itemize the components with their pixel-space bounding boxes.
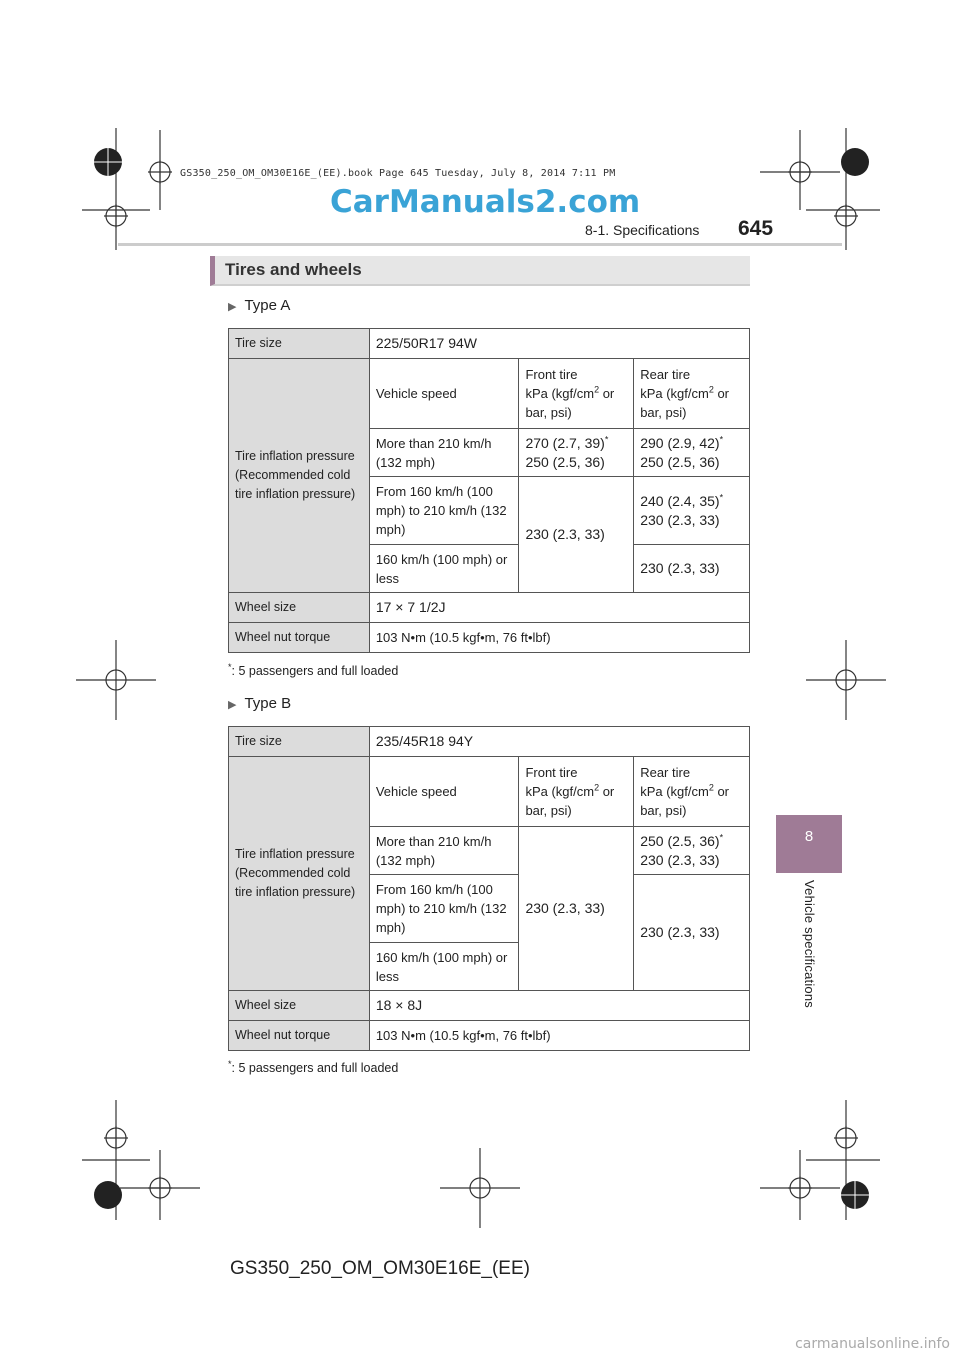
wheel-nut-torque-header: Wheel nut torque	[229, 1021, 370, 1051]
table-row	[229, 623, 750, 653]
type-b-rear-mid-low: 230 (2.3, 33)	[634, 875, 750, 991]
watermark-top[interactable]: CarManuals2.com	[330, 184, 641, 220]
type-b-label	[228, 695, 291, 712]
table-row	[229, 757, 750, 827]
type-a-rear-low: 230 (2.3, 33)	[634, 545, 750, 593]
type-a-front-high: 270 (2.7, 39)* 250 (2.5, 36)	[519, 429, 634, 477]
speed-mid-label: From 160 km/h (100 mph) to 210 km/h (132 mph)	[369, 477, 519, 545]
type-a-footnote: *: 5 passengers and full loaded	[228, 661, 399, 678]
table-row	[229, 329, 750, 359]
type-b-label-text: Type B	[244, 695, 292, 712]
speed-mid-label: From 160 km/h (100 mph) to 210 km/h (132 mph)	[369, 875, 519, 943]
type-b-wheel-size: 18 × 8J	[369, 991, 749, 1021]
page-number: 645	[738, 217, 774, 240]
header-section-label: 8-1. Specifications	[585, 222, 700, 238]
type-b-front-all: 230 (2.3, 33)	[519, 827, 634, 991]
speed-low-label: 160 km/h (100 mph) or less	[369, 943, 519, 991]
vehicle-speed-header: Vehicle speed	[369, 359, 519, 429]
type-a-rear-mid: 240 (2.4, 35)* 230 (2.3, 33)	[634, 477, 750, 545]
type-b-rear-high: 250 (2.5, 36)* 230 (2.3, 33)	[634, 827, 750, 875]
type-b-footnote: *: 5 passengers and full loaded	[228, 1058, 399, 1075]
table-row	[229, 593, 750, 623]
rear-tire-header: Rear tire kPa ($kgf/cm^2$ or bar, psi)	[634, 757, 750, 827]
tire-size-header: Tire size	[229, 727, 370, 757]
wheel-size-header: Wheel size	[229, 593, 370, 623]
wheel-nut-torque-header: Wheel nut torque	[229, 623, 370, 653]
section-heading	[210, 256, 750, 286]
triangle-bullet-icon: ▶	[228, 699, 237, 711]
front-tire-header: Front tire kPa ($kgf/cm^2$ or bar, psi)	[519, 757, 634, 827]
type-a-label	[228, 297, 290, 314]
table-row	[229, 727, 750, 757]
type-b-tire-size: 235/45R18 94Y	[369, 727, 749, 757]
type-a-label-text: Type A	[244, 297, 291, 314]
type-a-tire-size: 225/50R17 94W	[369, 329, 749, 359]
type-b-table	[228, 726, 750, 1051]
type-a-front-mid-low: 230 (2.3, 33)	[519, 477, 634, 593]
table-row	[229, 359, 750, 429]
tire-inflation-header: Tire inflation pressure (Recommended cold tire inflation pressure)	[229, 757, 370, 991]
triangle-bullet-icon: ▶	[228, 301, 237, 313]
vehicle-speed-header: Vehicle speed	[369, 757, 519, 827]
footer-document-code: GS350_250_OM_OM30E16E_(EE)	[230, 1258, 530, 1279]
wheel-size-header: Wheel size	[229, 991, 370, 1021]
speed-high-label: More than 210 km/h (132 mph)	[369, 429, 519, 477]
section-heading-text: Tires and wheels	[225, 260, 362, 279]
tire-size-header: Tire size	[229, 329, 370, 359]
table-row	[229, 991, 750, 1021]
rear-tire-header: Rear tire kPa ($kgf/cm^2$ or bar, psi)	[634, 359, 750, 429]
chapter-tab-number: 8	[804, 828, 814, 845]
speed-low-label: 160 km/h (100 mph) or less	[369, 545, 519, 593]
type-a-wheel-nut-torque: 103 N•m (10.5 kgf•m, 76 ft•lbf)	[369, 623, 749, 653]
type-a-rear-high: 290 (2.9, 42)* 250 (2.5, 36)	[634, 429, 750, 477]
front-tire-header: Front tire kPa ($kgf/cm^2$ or bar, psi)	[519, 359, 634, 429]
type-a-wheel-size: 17 × 7 1/2J	[369, 593, 749, 623]
tire-inflation-header: Tire inflation pressure (Recommended cold tire inflation pressure)	[229, 359, 370, 593]
header-rule	[118, 243, 842, 246]
chapter-tab-label: Vehicle specifications	[802, 880, 817, 1008]
speed-high-label: More than 210 km/h (132 mph)	[369, 827, 519, 875]
type-a-table	[228, 328, 750, 653]
table-row	[229, 1021, 750, 1051]
watermark-bottom[interactable]: carmanualsonline.info	[795, 1336, 950, 1352]
type-b-wheel-nut-torque: 103 N•m (10.5 kgf•m, 76 ft•lbf)	[369, 1021, 749, 1051]
book-info-line: GS350_250_OM_OM30E16E_(EE).book Page 645 Tuesday, July 8, 2014 7:11 PM	[180, 168, 616, 179]
